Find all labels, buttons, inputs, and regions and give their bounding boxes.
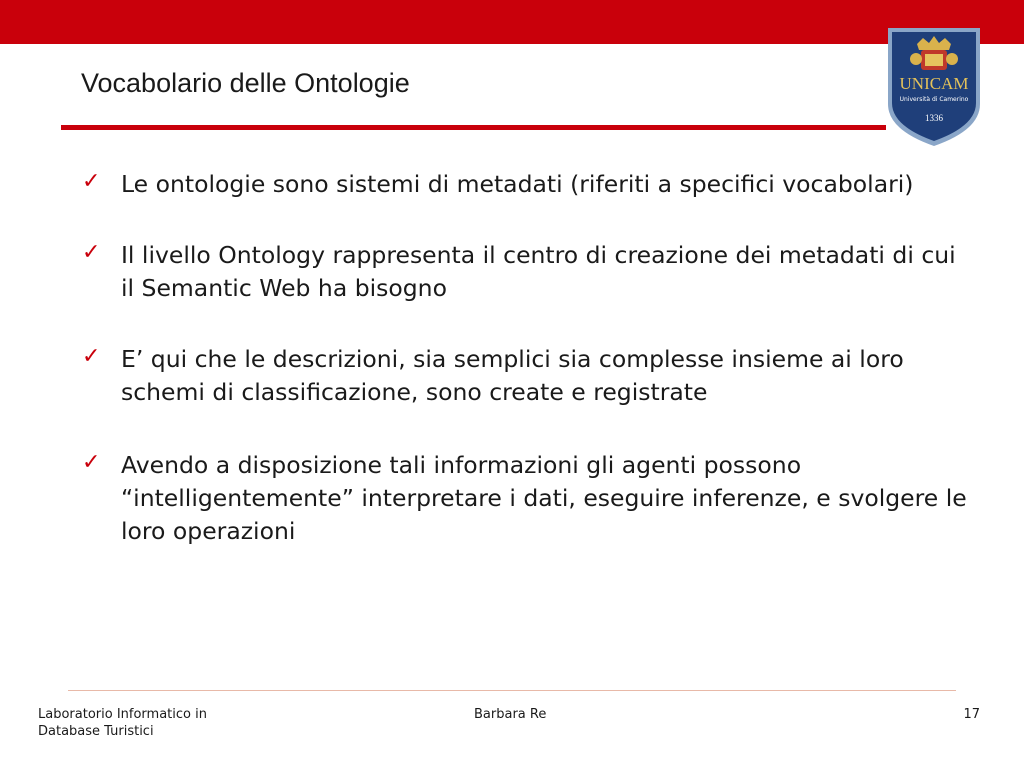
logo-name: UNICAM bbox=[899, 74, 969, 93]
footer-page-number: 17 bbox=[963, 707, 980, 722]
footer-divider bbox=[68, 690, 956, 691]
university-logo bbox=[885, 26, 983, 148]
bullet-text: Avendo a disposizione tali informazioni gli agenti possono “intelligentemente” interpretare i dati, eseguire inferenze, e svolgere le loro operazioni bbox=[121, 451, 967, 545]
bullet-item bbox=[78, 239, 968, 305]
bullet-item bbox=[78, 168, 968, 201]
bullet-item bbox=[78, 449, 968, 548]
footer-author: Barbara Re bbox=[474, 707, 547, 722]
check-icon: ✓ bbox=[82, 450, 101, 475]
logo-subtitle: Università di Camerino bbox=[899, 96, 969, 103]
bullet-text: Il livello Ontology rappresenta il centro di creazione dei metadati di cui il Semantic Web ha bisogno bbox=[121, 241, 956, 302]
title-underline bbox=[61, 125, 886, 130]
top-accent-bar bbox=[0, 0, 1024, 44]
logo-year: 1336 bbox=[925, 113, 943, 123]
footer-course-title: Laboratorio Informatico in Database Turistici bbox=[38, 707, 207, 739]
bullet-list bbox=[78, 168, 968, 586]
check-icon: ✓ bbox=[82, 240, 101, 265]
bullet-text: E’ qui che le descrizioni, sia semplici sia complesse insieme ai loro schemi di classificazione, sono create e registrate bbox=[121, 345, 904, 406]
check-icon: ✓ bbox=[82, 169, 101, 194]
slide-title: Vocabolario delle Ontologie bbox=[81, 68, 410, 98]
bullet-item bbox=[78, 343, 968, 409]
check-icon: ✓ bbox=[82, 344, 101, 369]
bullet-text: Le ontologie sono sistemi di metadati (riferiti a specifici vocabolari) bbox=[121, 170, 914, 198]
